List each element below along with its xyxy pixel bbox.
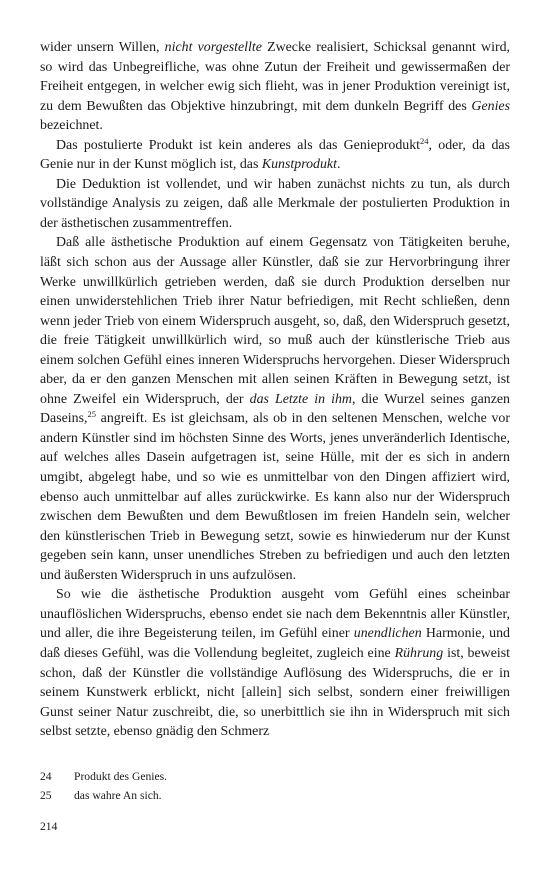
body-text	[40, 38, 510, 742]
emphasis: Rührung	[394, 645, 444, 661]
paragraph	[40, 136, 510, 175]
text-run: So wie die ästhetische Produktion ausgeht vom Gefühl eines scheinbar unauflöslichen Widerspruchs, ebenso endet sie nach dem Bekenntnis aller Künstler, und aller, die ihre Begeisterung teilen, im Gefühl einer	[40, 587, 510, 642]
text-run: Daß alle ästhetische Produktion auf einem Gegensatz von Tätigkeiten beruhe, läßt sich schon aus der Aussage aller Künstler, daß sie zur Hervorbringung ihrer Werke unwillkürlich getrieben werden, daß sie durch Produktion derselben nur einen unwiderstehlichen Trieb ihrer Natur befriedigen, mit Recht schließen, denn wenn jeder Trieb von einem Widerspruch ausgeht, so, daß, den Widerspruch gesetzt, die freie Tätigkeit unwillkürlich wird, so muß auch der künstlerische Trieb aus einem solchen Gefühl eines inneren Widerspruchs hervorgehen. Dieser Widerspruch aber, da er den ganzen Menschen mit allen seinen Kräften in Bewegung setzt, ist ohne Zweifel ein Widerspruch, der	[40, 235, 510, 407]
footnote-ref: 25	[87, 409, 96, 420]
text-run: Harmonie, und daß dieses Gefühl, was die Vollendung begleitet, zugleich eine	[40, 626, 510, 661]
paragraph	[40, 38, 510, 136]
emphasis: Kunstprodukt	[261, 157, 337, 173]
paragraph	[40, 175, 510, 234]
text-run: ist, beweist schon, daß der Künstler die vollständige Auflösung des Widerspruchs, die er in seinem Kunstwerk erblickt, nicht [allein] sich selbst, sondern einer freiwilligen Gunst seiner Natur zuschreibt, die, so unerbittlich sie ihn in Widerspruch mit sich selbst setzte, ebenso gnädig den Schmerz	[40, 645, 510, 740]
text-run: angreift. Es ist gleichsam, als ob in den seltenen Menschen, welche vor andern Künstler sind im höchsten Sinne des Worts, jenes unveränderlich Identische, auf welches alles Dasein aufgetragen ist, seine Hülle, mit der es sich in andern umgibt, abgelegt habe, und so wie es unmittelbar von den Dingen affiziert wird, ebenso auch unmittelbar auf alles zurückwirke. Es kann also nur der Widerspruch zwischen dem Bewußten und dem Bewußtlosen im freien Handeln sein, welcher den künstlerischen Trieb in Bewegung setzt, sowie es hinwiederum nur der Kunst gegeben sein kann, unser unendliches Streben zu befriedigen und auch den letzten und äußersten Widerspruch in uns aufzulösen.	[40, 411, 510, 583]
paragraph	[40, 585, 510, 741]
footnote-number: 25	[40, 789, 52, 802]
footnote-ref: 24	[420, 135, 429, 146]
text-run: Zwecke realisiert, Schicksal genannt wird, so wird das Unbegreifliche, was ohne Zutun der Freiheit und gewissermaßen der Freiheit entgegen, in welcher ewig sich flieht, was in jener Produktion vereinigt ist, zu dem Bewußten das Objektive hinzubringt, mit dem dunkeln Begriff des	[40, 40, 510, 114]
footnote-text: Produkt des Genies.	[74, 770, 168, 783]
footnote	[40, 767, 510, 786]
text-run: .	[336, 157, 341, 173]
footnote-number: 24	[40, 770, 52, 783]
text-run: , die Wurzel seines ganzen Daseins,	[40, 391, 510, 427]
paragraph	[40, 233, 510, 585]
emphasis: Genies	[471, 98, 510, 114]
text-run: Die Deduktion ist vollendet, und wir haben zunächst nichts zu tun, als durch vollständige Analysis zu zeigen, daß alle Merkmale der postulierten Produktion in der ästhetischen zusammentreffen.	[40, 176, 510, 231]
footnote	[40, 786, 510, 805]
footnote-text: das wahre An sich.	[74, 789, 162, 802]
text-run: bezeichnet.	[40, 118, 103, 134]
text-run: wider unsern Willen,	[40, 40, 165, 55]
text-run: Das postulierte Produkt ist kein anderes als das Genieprodukt	[56, 137, 421, 153]
emphasis: das Letzte in ihm	[249, 391, 352, 407]
emphasis: unendlichen	[353, 626, 422, 642]
page-number: 214	[40, 820, 58, 833]
text-run: , oder, da das Genie nur in der Kunst möglich ist, das	[40, 137, 510, 173]
footnotes	[40, 767, 510, 805]
emphasis: nicht vorgestellte	[164, 40, 262, 55]
